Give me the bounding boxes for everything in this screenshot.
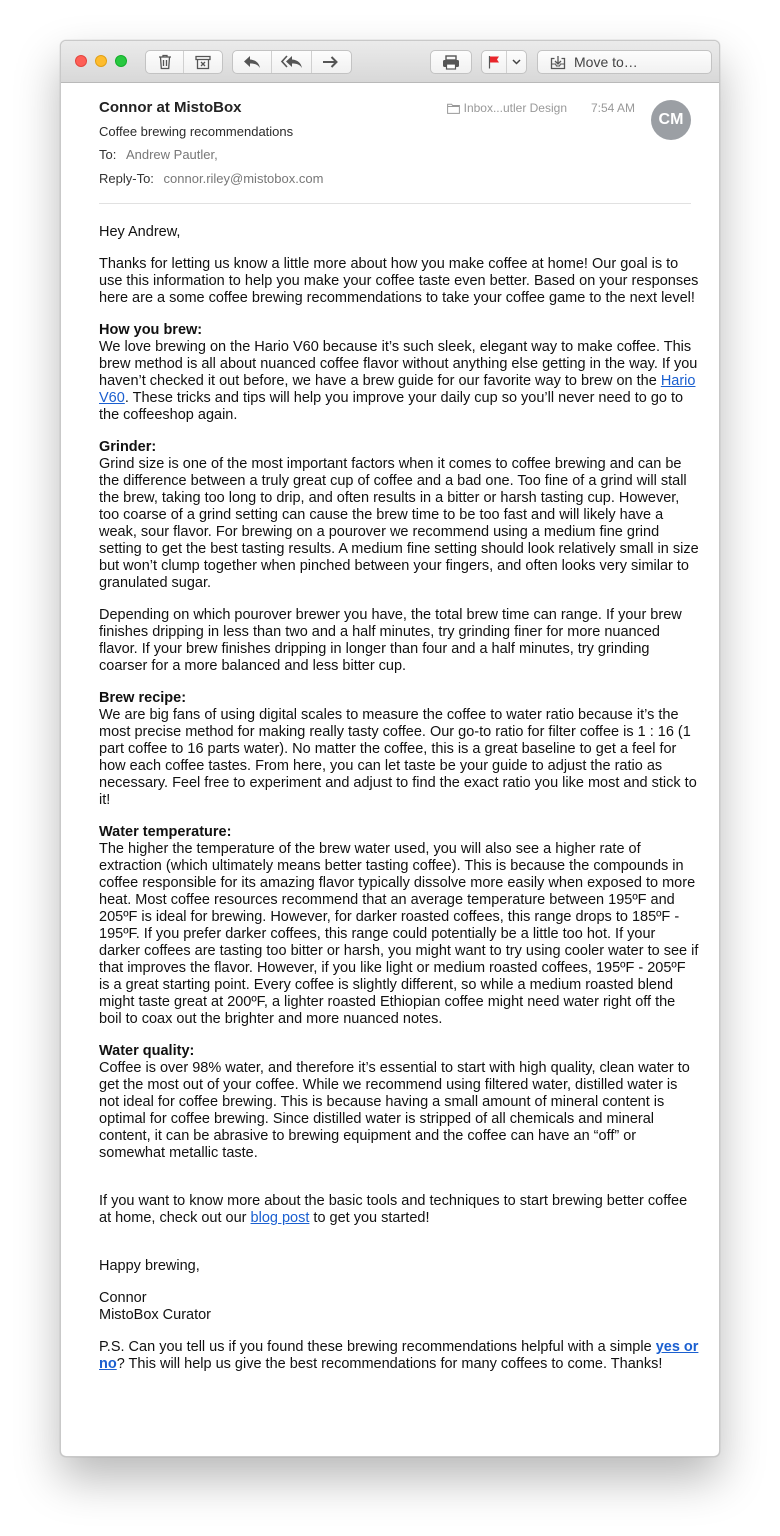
close-window-button[interactable] (75, 55, 87, 67)
trash-icon (158, 54, 172, 70)
junk-button[interactable] (184, 51, 222, 73)
folder-icon (447, 103, 460, 114)
pourover-paragraph: Depending on which pourover brewer you have, the total brew time can range. If your brew finishes dripping in less than two and a half minutes, try grinding finer for more nuanced flavor. If your brew finishes dripping in longer than four and a half minutes, try grinding coarser for a more balanced and less bitter cup. (99, 607, 682, 674)
reply-to-line (99, 171, 323, 186)
yes-or-no-link[interactable]: yes or no (99, 1339, 699, 1372)
toolbar (61, 41, 719, 83)
delete-archive-group (145, 50, 223, 74)
avatar: CM (651, 100, 691, 140)
junk-box-icon (195, 55, 211, 70)
mailbox-indicator[interactable] (447, 101, 567, 115)
reply-button[interactable] (233, 51, 272, 73)
ps-text-2: ? This will help us give the best recommendations for many coffees to come. Thanks! (116, 1356, 663, 1372)
move-to-group (537, 50, 712, 74)
flag-menu-button[interactable] (507, 51, 526, 73)
grinder-heading: Grinder: (99, 439, 157, 455)
water-temperature-text: The higher the temperature of the brew water used, you will also see a higher rate of extraction (which ultimately means better tasting coffee). This is because the compounds in coffee responsible for its amazing flavor typically dissolve more easily when exposed to more heat. Most coffee resources recommend that an average temperature between 195ºF and 205ºF is ideal for brewing. However, for darker roasted coffees, this range drops to 185ºF - 195ºF. If you prefer darker coffees, this range could potentially be a little too hot. If your darker coffees are tasting too bitter or harsh, you might want to try using cooler water to see if that improves the flavor. However, if you like light or medium roasted coffees, 195ºF - 205ºF is a great starting point. Every coffee is slightly different, so while a medium roasted blend might taste great at 200ºF, a lighter roasted Ethiopian coffee might need water right off the boil to coax out the brighter and more nuanced notes. (99, 841, 699, 1027)
signature-title: MistoBox Curator (99, 1307, 212, 1323)
message-header (99, 83, 691, 203)
brew-recipe-section (99, 690, 699, 809)
zoom-window-button[interactable] (115, 55, 127, 67)
move-to-button[interactable] (538, 51, 711, 73)
to-line (99, 147, 218, 162)
ps-paragraph (99, 1339, 699, 1373)
flag-button[interactable] (482, 51, 507, 73)
brew-recipe-heading: Brew recipe: (99, 690, 187, 706)
reply-to-address[interactable]: connor.riley@mistobox.com (163, 171, 324, 186)
reply-icon (243, 55, 261, 69)
brew-recipe-text: We are big fans of using digital scales to measure the coffee to water ratio because it’s the most precise method for making really tasty coffee. Our go-to ratio for filter coffee is 1 : 16 (1 part coffee to 16 parts water). No matter the coffee, this is a great baseline to get a feel for how each coffee tastes. From here, you can let taste be your guide to adjust the ratio as necessary. Feel free to experiment and adjust to find the exact ratio you like most and stick to it! (99, 707, 697, 808)
forward-button[interactable] (312, 51, 351, 73)
recipient-name[interactable]: Andrew Pautler, (125, 147, 218, 162)
chevron-down-icon (512, 59, 521, 65)
print-button[interactable] (431, 51, 471, 73)
mail-window (60, 40, 720, 1457)
printer-icon (442, 55, 460, 70)
intro-paragraph: Thanks for letting us know a little more about how you make coffee at home! Our goal is to use this information to help you make your coffee taste even better. Based on your responses here are a some coffee brewing recommendations to take your coffee game to the next level! (99, 256, 699, 306)
ps-text-1: P.S. Can you tell us if you found these brewing recommendations helpful with a simple (99, 1339, 656, 1355)
minimize-window-button[interactable] (95, 55, 107, 67)
grinder-text: Grind size is one of the most important factors when it comes to coffee brewing and can be the difference between a truly great cup of coffee and a bad one. Too fine of a grind will stall the brew, taking too long to drip, and often results in a bitter or harsh tasting cup. However, too coarse of a grind setting can cause the brew time to be too fast and will likely have a weak, sour flavor. For brewing on a pourover we recommend using a medium fine grind setting to get the best tasting results. A medium fine setting should look relatively small in size but won’t clump together when pinched between your fingers, and often looks very similar to granulated sugar. (99, 456, 699, 591)
reply-all-button[interactable] (272, 51, 311, 73)
signoff: Happy brewing, (99, 1258, 200, 1274)
move-to-icon (550, 55, 566, 70)
hario-v60-link[interactable]: Hario V60 (99, 373, 696, 406)
message-body (99, 224, 699, 1373)
forward-arrow-icon (322, 55, 340, 69)
to-label: To: (99, 147, 117, 162)
sender-name: Connor at MistoBox (99, 99, 242, 116)
subject-line: Coffee brewing recommendations (99, 124, 294, 139)
mailbox-name: Inbox...utler Design (463, 101, 567, 115)
more-text-2: to get you started! (309, 1210, 430, 1226)
flag-group (481, 50, 527, 74)
blog-post-paragraph (99, 1193, 699, 1227)
reply-all-icon (281, 55, 303, 69)
delete-button[interactable] (146, 51, 184, 73)
grinder-section (99, 439, 699, 592)
more-text-1: If you want to know more about the basic tools and techniques to start brewing better coffee at home, check out our (99, 1193, 688, 1226)
how-text-1: We love brewing on the Hario V60 because it’s such sleek, elegant way to make coffee. This brew method is all about nuanced coffee flavor without anything else getting in the way. If you haven’t checked it out before, we have a brew guide for our favorite way to brew on the (99, 339, 698, 389)
greeting: Hey Andrew, (99, 224, 181, 240)
reply-to-label: Reply-To: (99, 171, 154, 186)
water-quality-text: Coffee is over 98% water, and therefore it’s essential to start with high quality, clean water to get the most out of your coffee. While we recommend using filtered water, distilled water is not ideal for coffee brewing. This is because having a small amount of mineral content is optimal for coffee brewing. Since distilled water is stripped of all chemicals and mineral content, it can be abrasive to brewing equipment and the coffee can have an “off” or somewhat metallic taste. (99, 1060, 690, 1161)
how-text-2: . These tricks and tips will help you improve your daily cup so you’ll never need to go to the coffeeshop again. (99, 390, 684, 423)
blog-post-link[interactable]: blog post (250, 1210, 310, 1226)
move-to-label: Move to… (574, 54, 638, 70)
flag-icon (488, 55, 500, 69)
water-temperature-heading: Water temperature: (99, 824, 232, 840)
water-quality-section (99, 1043, 699, 1162)
received-time: 7:54 AM (590, 101, 635, 115)
print-group (430, 50, 472, 74)
water-temperature-section (99, 824, 699, 1028)
how-you-brew-heading: How you brew: (99, 322, 203, 338)
how-you-brew-section (99, 322, 699, 424)
signature (99, 1290, 699, 1324)
water-quality-heading: Water quality: (99, 1043, 195, 1059)
header-divider (99, 203, 691, 204)
reply-group (232, 50, 352, 74)
signature-name: Connor (99, 1290, 147, 1306)
